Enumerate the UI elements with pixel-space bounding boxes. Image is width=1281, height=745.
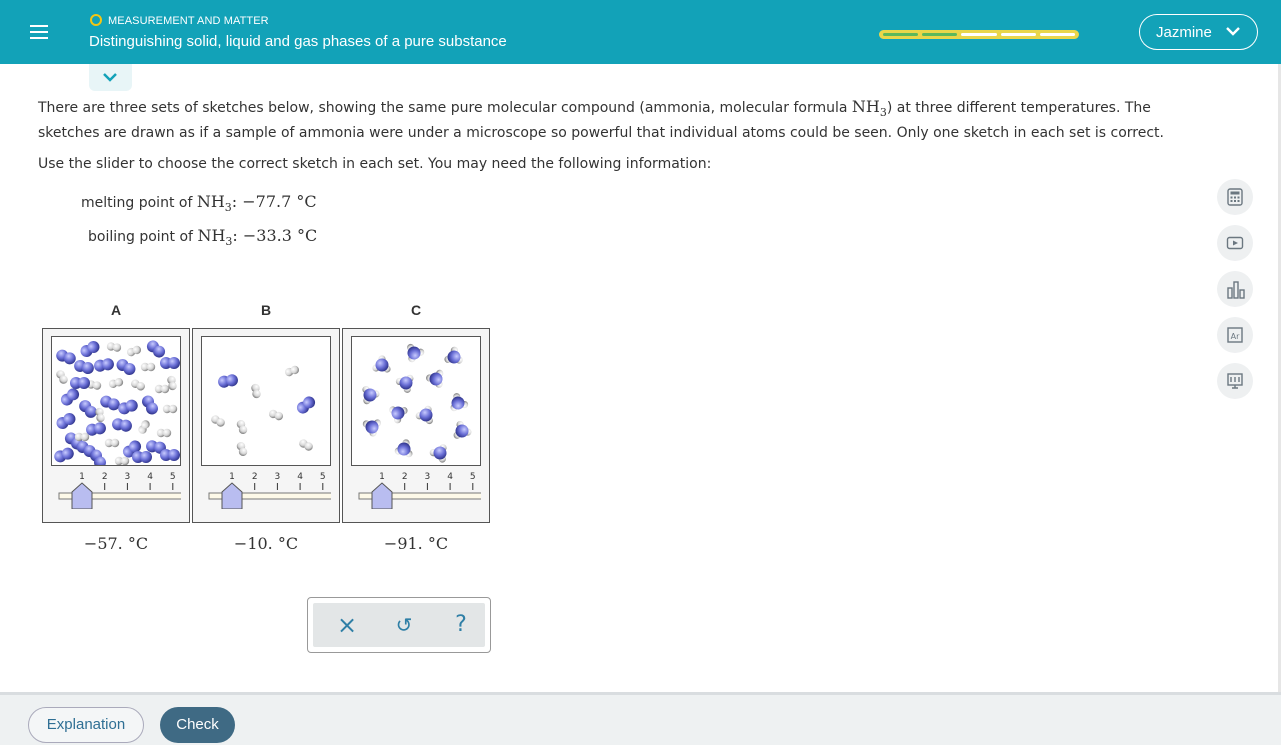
sketch-set-c bbox=[342, 328, 490, 523]
sketch-image-b bbox=[201, 336, 331, 466]
molecule bbox=[284, 365, 300, 378]
help-button[interactable]: ? bbox=[455, 612, 467, 637]
temperature-b: −10. °C bbox=[233, 534, 299, 553]
molecule bbox=[403, 343, 426, 365]
molecule bbox=[414, 403, 437, 425]
molecule bbox=[140, 393, 160, 416]
molecule bbox=[126, 345, 142, 358]
top-bar bbox=[0, 0, 1281, 64]
molecule bbox=[428, 440, 452, 464]
intro-line-1: There are three sets of sketches below, showing the same pure molecular compound (ammonia, molecular formula $NH_3$) at three different temperatures. The bbox=[38, 97, 1151, 120]
periodic-table-icon bbox=[1226, 326, 1244, 344]
molecule bbox=[58, 386, 81, 408]
set-b-label: B bbox=[260, 302, 272, 318]
molecule bbox=[294, 394, 317, 416]
set-c-label: C bbox=[410, 302, 422, 318]
slider-tick-label: 4 bbox=[147, 472, 153, 482]
reference-button[interactable] bbox=[1217, 363, 1253, 399]
melting-point: melting point of $NH_3$: −77.7 °C bbox=[81, 192, 317, 215]
check-button[interactable]: Check bbox=[160, 707, 235, 743]
molecule bbox=[106, 342, 122, 353]
slider-tick-label: 1 bbox=[79, 472, 85, 482]
molecule bbox=[155, 385, 169, 393]
molecule bbox=[55, 369, 69, 386]
clear-button[interactable]: × bbox=[336, 611, 358, 639]
molecule bbox=[78, 339, 101, 359]
set-a-label: A bbox=[110, 302, 122, 318]
molecule bbox=[217, 373, 239, 388]
molecule bbox=[268, 409, 284, 422]
boiling-point: boiling point of $NH_3$: −33.3 °C bbox=[88, 226, 318, 249]
data-button[interactable] bbox=[1217, 271, 1253, 307]
molecule bbox=[394, 369, 419, 394]
molecule bbox=[117, 398, 140, 416]
slider-tick-label: 2 bbox=[251, 472, 258, 482]
periodic-table-button[interactable] bbox=[1217, 317, 1253, 353]
molecule bbox=[298, 438, 315, 452]
user-menu-button[interactable]: Jazmine bbox=[1139, 14, 1258, 50]
molecule bbox=[210, 414, 227, 428]
footer-bar bbox=[0, 692, 1281, 745]
molecule bbox=[54, 411, 77, 431]
video-button[interactable] bbox=[1217, 225, 1253, 261]
molecule bbox=[385, 401, 409, 425]
molecule bbox=[362, 418, 383, 438]
menu-icon[interactable] bbox=[24, 18, 54, 46]
molecule bbox=[160, 357, 180, 369]
sketch-image-a bbox=[51, 336, 181, 466]
sketch-slider-c[interactable] bbox=[351, 469, 481, 509]
calculator-icon bbox=[1226, 188, 1244, 206]
sketch-slider-a[interactable] bbox=[51, 469, 181, 509]
slider-tick-label: 2 bbox=[101, 472, 108, 482]
temperature-a: −57. °C bbox=[83, 534, 149, 553]
molecule bbox=[361, 384, 381, 405]
molecule bbox=[108, 377, 124, 389]
slider-handle[interactable] bbox=[72, 483, 92, 509]
status-dot-icon bbox=[90, 14, 102, 26]
molecule bbox=[130, 378, 147, 392]
molecule bbox=[53, 446, 76, 464]
explanation-button[interactable]: Explanation bbox=[28, 707, 144, 743]
molecule bbox=[251, 383, 262, 399]
molecule bbox=[93, 357, 115, 372]
sketch-set-b bbox=[192, 328, 340, 523]
molecule bbox=[157, 429, 171, 437]
molecule bbox=[443, 345, 467, 369]
intro-line-3: Use the slider to choose the correct sketch in each set. You may need the following information: bbox=[38, 156, 712, 172]
slider-tick-label: 3 bbox=[424, 472, 431, 482]
molecule bbox=[137, 419, 151, 436]
molecule bbox=[95, 407, 106, 423]
molecule bbox=[115, 457, 129, 465]
slider-tick-label: 4 bbox=[447, 472, 453, 482]
molecule bbox=[111, 417, 133, 432]
sketch-image-c bbox=[351, 336, 481, 466]
chart-icon bbox=[1226, 280, 1246, 300]
molecule bbox=[163, 405, 177, 413]
slider-tick-label: 1 bbox=[229, 472, 235, 482]
molecule bbox=[160, 449, 180, 461]
svg-text:Ar: Ar bbox=[1230, 332, 1240, 341]
molecule bbox=[372, 355, 390, 372]
molecule bbox=[55, 348, 78, 366]
temperature-c: −91. °C bbox=[383, 534, 449, 553]
molecule bbox=[105, 439, 119, 447]
molecule bbox=[132, 451, 152, 463]
slider-tick-label: 3 bbox=[124, 472, 131, 482]
molecule bbox=[70, 377, 90, 389]
molecule bbox=[453, 420, 473, 441]
progress-bar bbox=[879, 30, 1079, 39]
molecule bbox=[445, 392, 470, 417]
molecule bbox=[236, 419, 249, 435]
slider-tick-label: 5 bbox=[319, 472, 326, 482]
collapse-toggle[interactable] bbox=[89, 64, 132, 91]
chevron-down-icon bbox=[102, 72, 118, 83]
answer-toolbox bbox=[307, 597, 491, 653]
molecule bbox=[425, 368, 449, 392]
slider-tick-label: 2 bbox=[401, 472, 408, 482]
slider-tick-label: 4 bbox=[297, 472, 303, 482]
molecule bbox=[141, 363, 155, 371]
topic-label: MEASUREMENT AND MATTER bbox=[90, 14, 269, 27]
molecule bbox=[85, 421, 107, 436]
slider-tick-label: 3 bbox=[274, 472, 281, 482]
molecule bbox=[77, 398, 100, 421]
molecule bbox=[114, 357, 137, 377]
intro-line-2: sketches are drawn as if a sample of ammonia were under a microscope so powerful that individual atoms could be seen. Only one sketch in each set is correct. bbox=[38, 125, 1164, 141]
chevron-down-icon bbox=[1225, 25, 1241, 37]
sketch-slider-b[interactable] bbox=[201, 469, 331, 509]
slider-handle[interactable] bbox=[372, 483, 392, 509]
molecule bbox=[75, 433, 89, 441]
undo-button[interactable]: ↺ bbox=[395, 613, 413, 637]
molecule bbox=[392, 438, 414, 461]
molecule bbox=[236, 441, 249, 457]
molecule bbox=[73, 359, 95, 376]
slider-handle[interactable] bbox=[222, 483, 242, 509]
page-title: Distinguishing solid, liquid and gas phases of a pure substance bbox=[89, 33, 507, 50]
slider-tick-label: 1 bbox=[379, 472, 385, 482]
molecule bbox=[144, 338, 167, 360]
sketch-set-a bbox=[42, 328, 190, 523]
video-icon bbox=[1226, 234, 1244, 252]
slider-tick-label: 5 bbox=[169, 472, 176, 482]
slider-tick-label: 5 bbox=[469, 472, 476, 482]
calculator-button[interactable] bbox=[1217, 179, 1253, 215]
reference-icon bbox=[1226, 372, 1244, 390]
